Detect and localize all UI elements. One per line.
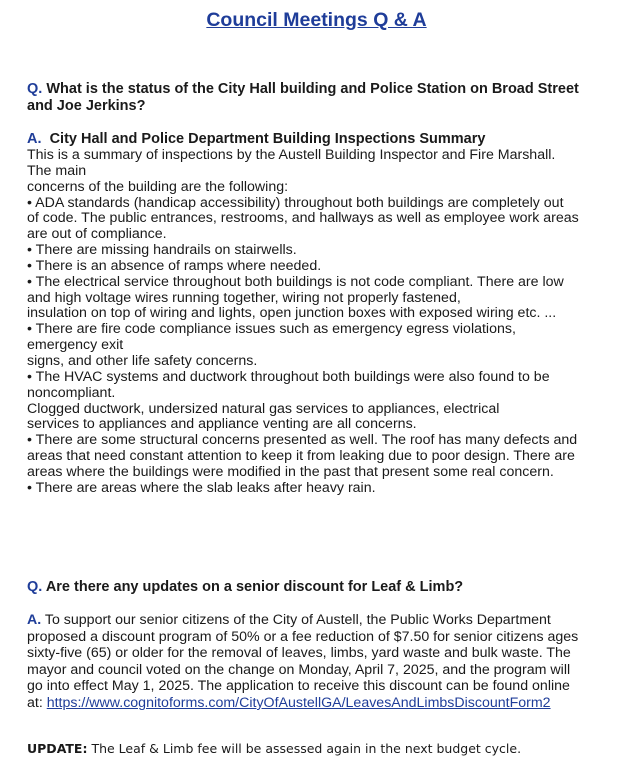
discount-form-link[interactable]: https://www.cognitoforms.com/CityOfAustellGA/LeavesAndLimbsDiscountForm2: [46, 694, 551, 711]
answer-2-line: mayor and council voted on the change on Monday, April 7, 2025, and the program will: [27, 661, 571, 678]
answer-2: [27, 612, 611, 712]
answer-1-line: • ADA standards (handicap accessibility) throughout both buildings are completely out: [27, 194, 564, 211]
answer-1-line: are out of compliance.: [27, 226, 167, 243]
question-2-marker: Q.: [27, 579, 43, 595]
question-2: [27, 579, 611, 596]
update-text: The Leaf & Limb fee will be assessed again in the next budget cycle.: [87, 741, 522, 756]
answer-1-line: signs, and other life safety concerns.: [27, 352, 258, 369]
answer-2-line: proposed a discount program of 50% or a fee reduction of $7.50 for senior citizens ages: [27, 628, 579, 645]
answer-1-line: • The electrical service throughout both buildings is not code compliant. There are low: [27, 273, 564, 290]
answer-1-line: areas that need constant attention to keep it from leaking due to poor design. There are: [27, 448, 575, 465]
answer-1-line: services to appliances and appliance venting are all concerns.: [27, 416, 417, 433]
answer-1-line: Clogged ductwork, undersized natural gas services to appliances, electrical: [27, 400, 500, 417]
answer-2-marker: A.: [27, 612, 42, 628]
question-1-text-line2: and Joe Jerkins?: [27, 98, 146, 114]
answer-1-heading: City Hall and Police Department Building Inspections Summary: [49, 131, 486, 147]
answer-1-line: • There are fire code compliance issues such as emergency egress violations,: [27, 321, 516, 338]
update-note: [27, 741, 611, 757]
answer-1-line: • The HVAC systems and ductwork throughout both buildings were also found to be: [27, 368, 550, 385]
answer-1-marker: A.: [27, 131, 42, 147]
question-1-marker: Q.: [27, 81, 43, 97]
answer-1-line: insulation on top of wiring and lights, open junction boxes with exposed wiring etc. ...: [27, 305, 557, 322]
answer-1-line: • There are some structural concerns presented as well. The roof has many defects and: [27, 432, 578, 449]
answer-1-line: areas where the buildings were modified in the past that present some real concern.: [27, 463, 554, 480]
answer-2-line: sixty-five (65) or older for the removal of leaves, limbs, yard waste and bulk waste. The: [27, 645, 571, 662]
answer-1-line: concerns of the building are the following:: [27, 178, 289, 195]
answer-1-line: The main: [27, 162, 87, 179]
answer-1: [27, 131, 611, 497]
answer-2-line: go into effect May 1, 2025. The application to receive this discount can be found online: [27, 678, 570, 695]
answer-2-line: To support our senior citizens of the City of Austell, the Public Works Department: [44, 612, 551, 628]
answer-1-line: emergency exit: [27, 337, 124, 354]
answer-1-body: [27, 148, 611, 497]
link-prefix: at:: [27, 694, 47, 711]
answer-1-line: • There is an absence of ramps where needed.: [27, 257, 322, 274]
question-1: [27, 81, 611, 115]
question-1-text-line1: What is the status of the City Hall building and Police Station on Broad Street: [46, 81, 579, 97]
answer-1-line: and high voltage wires running together, wiring not properly fastened,: [27, 289, 461, 306]
answer-1-line: • There are areas where the slab leaks after heavy rain.: [27, 479, 376, 496]
question-2-text: Are there any updates on a senior discount for Leaf & Limb?: [45, 579, 464, 595]
answer-1-line: This is a summary of inspections by the Austell Building Inspector and Fire Marshall.: [27, 147, 556, 163]
answer-1-line: noncompliant.: [27, 384, 116, 401]
answer-1-line: of code. The public entrances, restrooms, and hallways as well as employee work areas: [27, 210, 579, 227]
update-label: UPDATE:: [27, 741, 88, 756]
page-title: Council Meetings Q & A: [206, 9, 427, 31]
answer-1-line: • There are missing handrails on stairwells.: [27, 242, 297, 259]
answer-1-heading-row: [27, 131, 611, 148]
